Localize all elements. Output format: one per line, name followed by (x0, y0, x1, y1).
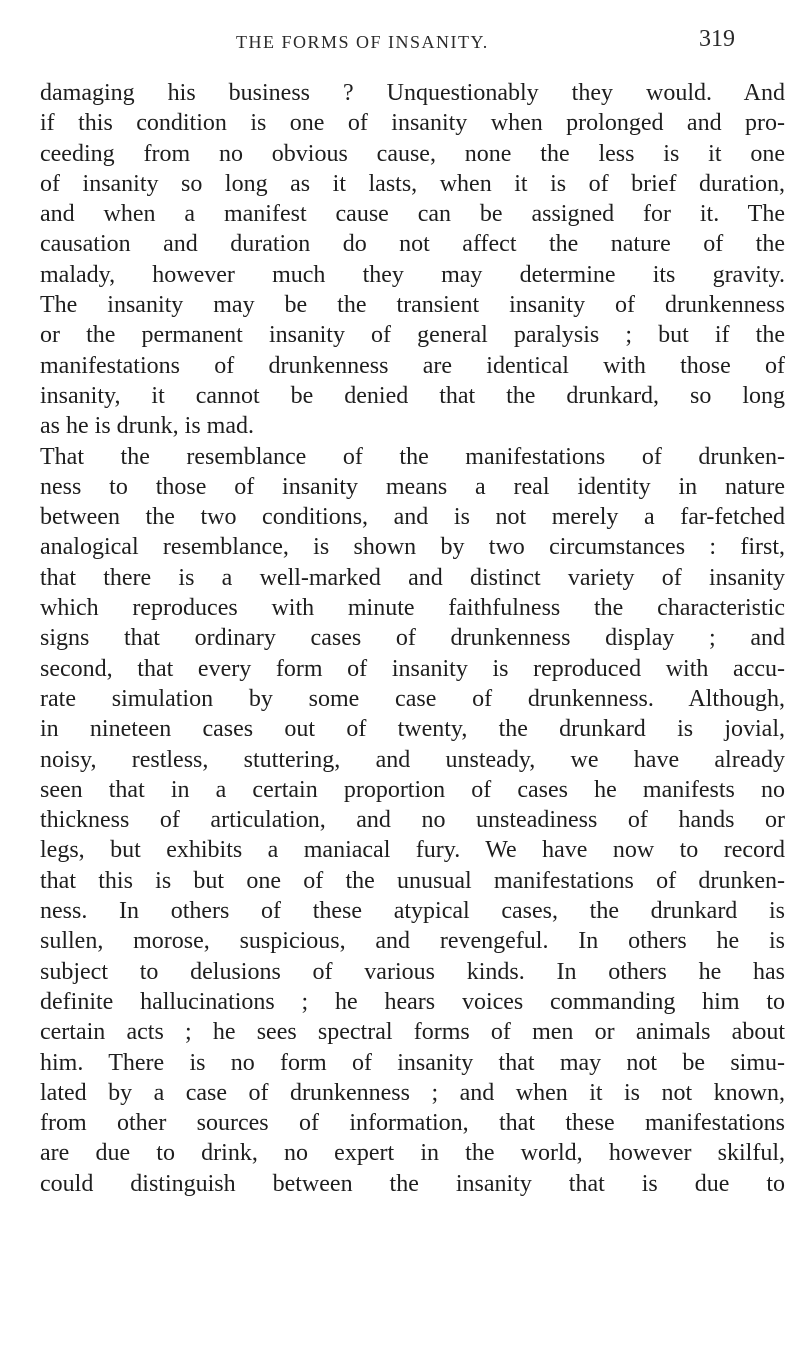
text-line: That the resemblance of the manifestations of drunken- (40, 443, 785, 470)
text-line: that there is a well-marked and distinct variety of insanity (40, 564, 785, 591)
text-line: manifestations of drunkenness are identical with those of (40, 352, 785, 379)
text-line: damaging his business ? Unquestionably they would. And (40, 80, 785, 106)
text-line: sullen, morose, suspicious, and revengeful. In others he is (40, 928, 785, 955)
text-line: malady, however much they may determine its gravity. (40, 261, 785, 288)
text-line: him. There is no form of insanity that may not be simu- (40, 1049, 785, 1076)
body-text (40, 78, 785, 1199)
text-line: certain acts ; he sees spectral forms of men or animals about (40, 1019, 785, 1046)
text-line: from other sources of information, that these manifestations (40, 1110, 785, 1137)
text-line: if this condition is one of insanity when prolonged and pro- (40, 110, 785, 137)
text-line: noisy, restless, stuttering, and unsteady, we have already (40, 746, 785, 773)
text-line: causation and duration do not affect the nature of the (40, 231, 785, 258)
text-line: thickness of articulation, and no unsteadiness of hands or (40, 807, 785, 834)
text-line: are due to drink, no expert in the world, however skilful, (40, 1140, 785, 1167)
text-line: ness to those of insanity means a real identity in nature (40, 473, 785, 500)
text-line: seen that in a certain proportion of cases he manifests no (40, 776, 785, 803)
text-line: second, that every form of insanity is reproduced with accu- (40, 655, 785, 682)
text-line: in nineteen cases out of twenty, the drunkard is jovial, (40, 716, 785, 743)
text-line: lated by a case of drunkenness ; and when it is not known, (40, 1079, 785, 1106)
text-line: and when a manifest cause can be assigned for it. The (40, 201, 785, 228)
text-line: The insanity may be the transient insanity of drunkenness (40, 292, 785, 319)
text-line: of insanity so long as it lasts, when it is of brief duration, (40, 170, 785, 197)
text-line: between the two conditions, and is not merely a far-fetched (40, 504, 785, 531)
text-line: that this is but one of the unusual manifestations of drunken- (40, 867, 785, 894)
text-line: insanity, it cannot be denied that the drunkard, so long (40, 382, 785, 409)
running-title: THE FORMS OF INSANITY. (236, 32, 489, 52)
text-line: ceeding from no obvious cause, none the less is it one (40, 140, 785, 167)
text-line: legs, but exhibits a maniacal fury. We have now to record (40, 837, 785, 864)
text-line: analogical resemblance, is shown by two circumstances : first, (40, 534, 785, 561)
text-line: subject to delusions of various kinds. In others he has (40, 958, 785, 985)
text-line: ness. In others of these atypical cases, the drunkard is (40, 898, 785, 925)
text-line: which reproduces with minute faithfulness the characteristic (40, 595, 785, 622)
page-number: 319 (699, 26, 735, 52)
text-line: could distinguish between the insanity that is due to (40, 1170, 785, 1197)
running-head (0, 26, 800, 56)
text-line: signs that ordinary cases of drunkenness display ; and (40, 625, 785, 652)
text-line: rate simulation by some case of drunkenness. Although, (40, 685, 785, 712)
text-line: or the permanent insanity of general paralysis ; but if the (40, 322, 785, 349)
text-line: definite hallucinations ; he hears voices commanding him to (40, 988, 785, 1015)
text-line: as he is drunk, is mad. (40, 413, 254, 440)
